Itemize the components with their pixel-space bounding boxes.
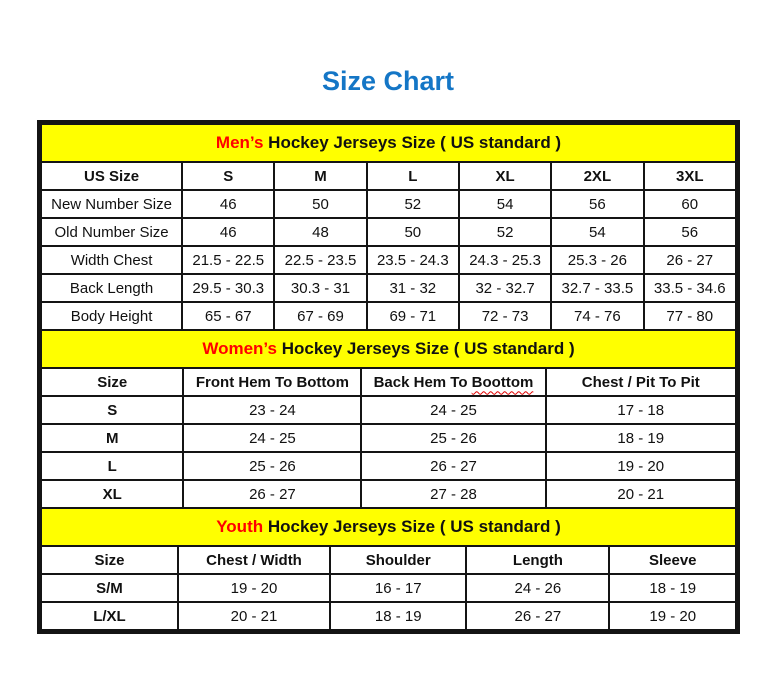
- misspelled-word: Boottom: [471, 373, 534, 391]
- size-value-cell: 30.3 - 31: [274, 274, 366, 302]
- size-value-cell: 20 - 21: [546, 480, 736, 508]
- size-value-cell: 33.5 - 34.6: [644, 274, 737, 302]
- size-value-cell: 20 - 21: [178, 602, 330, 630]
- size-value-cell: 65 - 67: [182, 302, 274, 330]
- womens-section-header-row: [41, 330, 736, 368]
- size-value-cell: 48: [274, 218, 366, 246]
- table-row: [41, 480, 736, 508]
- row-label: XL: [41, 480, 183, 508]
- size-value-cell: 25 - 26: [183, 452, 361, 480]
- column-header: Chest / Width: [178, 546, 330, 574]
- row-label: S/M: [41, 574, 178, 602]
- size-value-cell: 29.5 - 30.3: [182, 274, 274, 302]
- youth-gender-label: Youth: [216, 517, 264, 536]
- size-value-cell: 25 - 26: [361, 424, 545, 452]
- table-row: [41, 424, 736, 452]
- size-value-cell: 22.5 - 23.5: [274, 246, 366, 274]
- youth-section-title-text: Hockey Jerseys Size ( US standard ): [263, 517, 561, 536]
- size-value-cell: 74 - 76: [551, 302, 643, 330]
- column-header: Chest / Pit To Pit: [546, 368, 736, 396]
- size-value-cell: 32 - 32.7: [459, 274, 551, 302]
- row-label: Body Height: [41, 302, 182, 330]
- size-value-cell: 26 - 27: [466, 602, 609, 630]
- table-row: [41, 190, 736, 218]
- youth-section-header-row: [41, 508, 736, 546]
- size-value-cell: 26 - 27: [183, 480, 361, 508]
- column-header: Sleeve: [609, 546, 736, 574]
- column-header-text: Back Hem To: [373, 373, 472, 391]
- youth-size-table: [40, 507, 737, 631]
- size-value-cell: 46: [182, 190, 274, 218]
- size-value-cell: 24.3 - 25.3: [459, 246, 551, 274]
- column-header: Size: [41, 546, 178, 574]
- size-value-cell: 21.5 - 22.5: [182, 246, 274, 274]
- column-header: 3XL: [644, 162, 737, 190]
- size-value-cell: 24 - 25: [183, 424, 361, 452]
- column-header: Front Hem To Bottom: [183, 368, 361, 396]
- column-header: XL: [459, 162, 551, 190]
- mens-gender-label: Men’s: [215, 133, 264, 152]
- row-label: M: [41, 424, 183, 452]
- youth-column-header-row: [41, 546, 736, 574]
- mens-section-header: [41, 124, 736, 162]
- size-chart-page: [0, 66, 776, 692]
- column-header: M: [274, 162, 366, 190]
- mens-section-title-text: Hockey Jerseys Size ( US standard ): [263, 133, 562, 152]
- row-label: L/XL: [41, 602, 178, 630]
- size-value-cell: 32.7 - 33.5: [551, 274, 643, 302]
- table-row: [41, 452, 736, 480]
- size-value-cell: 18 - 19: [546, 424, 736, 452]
- womens-column-header-row: [41, 368, 736, 396]
- size-value-cell: 17 - 18: [546, 396, 736, 424]
- size-value-cell: 77 - 80: [644, 302, 737, 330]
- table-row: [41, 246, 736, 274]
- size-value-cell: 69 - 71: [367, 302, 459, 330]
- table-row: [41, 574, 736, 602]
- table-row: [41, 602, 736, 630]
- womens-gender-label: Women’s: [202, 339, 277, 358]
- size-value-cell: 31 - 32: [367, 274, 459, 302]
- mens-column-header-row: [41, 162, 736, 190]
- table-row: [41, 274, 736, 302]
- size-value-cell: 27 - 28: [361, 480, 545, 508]
- size-value-cell: 46: [182, 218, 274, 246]
- size-value-cell: 16 - 17: [330, 574, 466, 602]
- size-value-cell: 56: [644, 218, 737, 246]
- size-value-cell: 19 - 20: [546, 452, 736, 480]
- mens-section-header-row: [41, 124, 736, 162]
- row-label: Old Number Size: [41, 218, 182, 246]
- table-row: [41, 218, 736, 246]
- womens-size-table: [40, 329, 737, 509]
- size-value-cell: 26 - 27: [644, 246, 737, 274]
- table-row: [41, 396, 736, 424]
- row-label: S: [41, 396, 183, 424]
- size-value-cell: 24 - 25: [361, 396, 545, 424]
- size-value-cell: 54: [551, 218, 643, 246]
- size-value-cell: 19 - 20: [178, 574, 330, 602]
- row-label: Back Length: [41, 274, 182, 302]
- size-value-cell: 60: [644, 190, 737, 218]
- mens-size-table: [40, 123, 737, 331]
- column-header: S: [182, 162, 274, 190]
- column-header: 2XL: [551, 162, 643, 190]
- size-value-cell: 24 - 26: [466, 574, 609, 602]
- table-row: [41, 302, 736, 330]
- size-value-cell: 26 - 27: [361, 452, 545, 480]
- size-value-cell: 52: [367, 190, 459, 218]
- size-value-cell: 50: [367, 218, 459, 246]
- size-value-cell: 67 - 69: [274, 302, 366, 330]
- size-chart-tables: [37, 120, 740, 634]
- size-value-cell: 54: [459, 190, 551, 218]
- page-title: Size Chart: [321, 66, 455, 96]
- size-value-cell: 19 - 20: [609, 602, 736, 630]
- row-label: New Number Size: [41, 190, 182, 218]
- row-label: Width Chest: [41, 246, 182, 274]
- size-value-cell: 25.3 - 26: [551, 246, 643, 274]
- womens-section-title-text: Hockey Jerseys Size ( US standard ): [276, 339, 575, 358]
- size-value-cell: 72 - 73: [459, 302, 551, 330]
- row-label: L: [41, 452, 183, 480]
- size-value-cell: 50: [274, 190, 366, 218]
- size-value-cell: 18 - 19: [609, 574, 736, 602]
- size-value-cell: 52: [459, 218, 551, 246]
- column-header: US Size: [41, 162, 182, 190]
- size-value-cell: 23.5 - 24.3: [367, 246, 459, 274]
- size-value-cell: 18 - 19: [330, 602, 466, 630]
- column-header: L: [367, 162, 459, 190]
- column-header: Length: [466, 546, 609, 574]
- column-header: Shoulder: [330, 546, 466, 574]
- size-value-cell: 23 - 24: [183, 396, 361, 424]
- column-header: Size: [41, 368, 183, 396]
- column-header: [361, 368, 545, 396]
- womens-section-header: [41, 330, 736, 368]
- youth-section-header: [41, 508, 736, 546]
- size-value-cell: 56: [551, 190, 643, 218]
